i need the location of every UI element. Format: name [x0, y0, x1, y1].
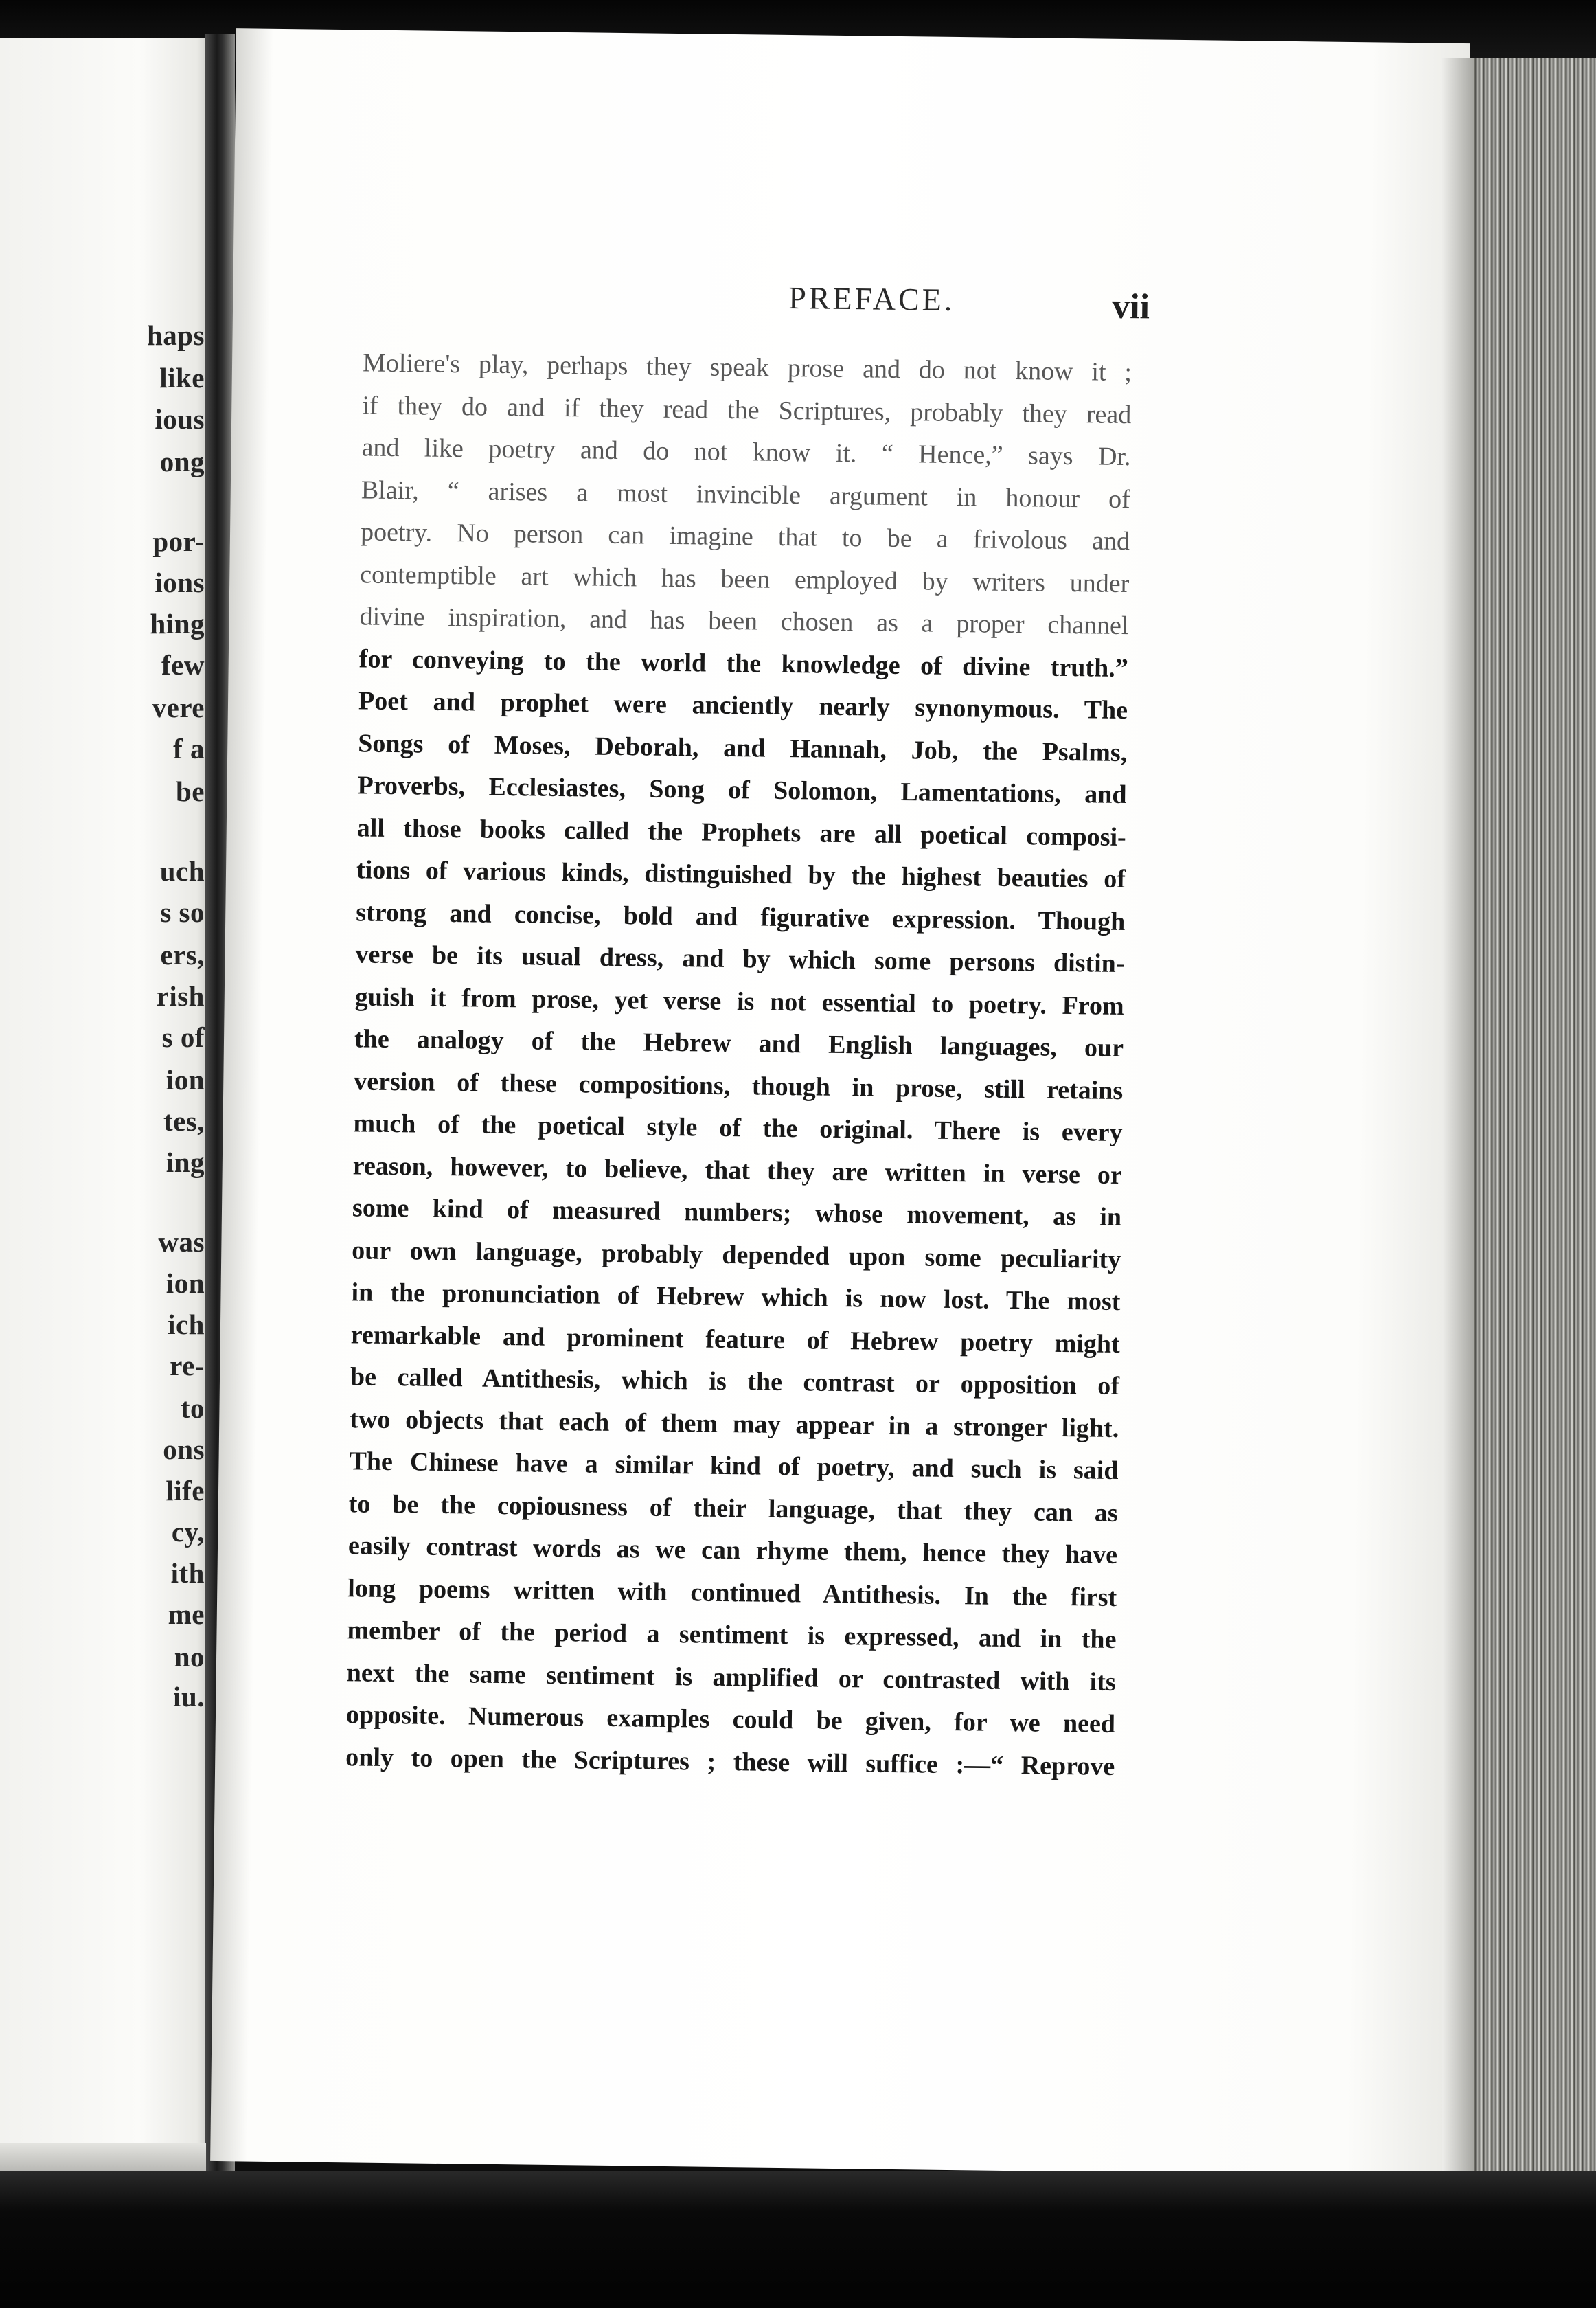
text-line: for conveying to the world the knowledge of divine truth.” — [358, 644, 1129, 683]
facing-line-fragment: ions — [155, 567, 205, 598]
text-line: in the pronunciation of Hebrew which is now lost. The most — [351, 1278, 1121, 1317]
facing-line-fragment: ers, — [160, 939, 205, 971]
facing-page-left — [0, 38, 214, 2184]
facing-line-fragment: por- — [152, 525, 205, 557]
facing-line-fragment: ion — [166, 1267, 205, 1299]
bottom-shadow — [0, 2171, 1596, 2308]
facing-line-fragment: iu. — [173, 1681, 205, 1712]
facing-line-fragment: was — [158, 1226, 205, 1258]
text-line: and like poetry and do not know it. “ Hence,” says Dr. — [361, 433, 1131, 472]
text-line: poetry. No person can imagine that to be a frivolous and — [360, 517, 1130, 556]
text-line: reason, however, to believe, that they are written in verse or — [352, 1151, 1122, 1190]
text-line: Blair, “ arises a most invincible argument in honour of — [361, 475, 1131, 514]
text-line: if they do and if they read the Scriptures, probably they read — [362, 390, 1132, 429]
text-line: verse be its usual dress, and by which some persons distin- — [355, 940, 1125, 979]
facing-line-fragment: ious — [155, 403, 205, 435]
facing-line-fragment: like — [159, 362, 205, 394]
page-number: vii — [1111, 286, 1150, 327]
facing-line-fragment: tes, — [163, 1105, 205, 1137]
text-line: The Chinese have a similar kind of poetry, and such is said — [349, 1447, 1119, 1485]
text-line: our own language, probably depended upon some peculiarity — [352, 1235, 1121, 1274]
text-line: strong and concise, bold and figurative expression. Though — [356, 897, 1126, 936]
running-head: PREFACE. — [788, 280, 955, 317]
facing-line-fragment: ion — [166, 1064, 205, 1096]
facing-line-fragment: ith — [170, 1557, 205, 1589]
text-line: Proverbs, Ecclesiastes, Song of Solomon, Lamentations, and — [357, 771, 1127, 810]
text-line: the analogy of the Hebrew and English languages, our — [354, 1024, 1124, 1063]
facing-line-fragment: ing — [166, 1146, 205, 1178]
facing-line-fragment: s so — [160, 896, 205, 928]
facing-line-fragment: ong — [159, 446, 205, 477]
facing-line-fragment: rish — [156, 980, 205, 1012]
text-line: Poet and prophet were anciently nearly synonymous. The — [358, 686, 1128, 725]
facing-line-fragment: vere — [152, 692, 205, 723]
facing-line-fragment: s of — [161, 1021, 205, 1053]
text-line: some kind of measured numbers; whose movement, as in — [352, 1193, 1122, 1232]
page-stack-highlight — [1442, 58, 1474, 2202]
text-line: remarkable and prominent feature of Hebrew poetry might — [350, 1320, 1120, 1359]
text-line: easily contrast words as we can rhyme them, hence they have — [347, 1531, 1118, 1570]
facing-line-fragment: re- — [170, 1350, 205, 1381]
text-line: only to open the Scriptures ; these will suffice :—“ Reprove — [345, 1742, 1115, 1781]
text-line: guish it from prose, yet verse is not essential to poetry. From — [354, 982, 1124, 1021]
facing-line-fragment: ons — [163, 1434, 205, 1465]
facing-line-fragment: haps — [146, 319, 205, 351]
facing-line-fragment: ich — [168, 1309, 205, 1340]
facing-line-fragment: to — [180, 1392, 205, 1424]
facing-line-fragment: no — [174, 1641, 205, 1673]
text-line: Moliere's play, perhaps they speak prose and do not know it ; — [362, 348, 1132, 387]
text-line: much of the poetical style of the original. There is every — [353, 1109, 1123, 1148]
text-line: divine inspiration, and has been chosen as a proper channel — [359, 602, 1129, 641]
facing-line-fragment: f a — [173, 733, 205, 765]
facing-line-fragment: hing — [150, 608, 205, 640]
text-line: member of the period a sentiment is expressed, and in the — [347, 1616, 1117, 1654]
text-line: next the same sentiment is amplified or contrasted with its — [346, 1658, 1116, 1697]
text-line: be called Antithesis, which is the contrast or opposition of — [350, 1362, 1120, 1401]
text-line: contemptible art which has been employed by writers under — [360, 559, 1130, 598]
facing-line-fragment: me — [168, 1598, 205, 1630]
page-vii — [210, 28, 1470, 2176]
facing-line-fragment: few — [161, 649, 205, 681]
text-line: opposite. Numerous examples could be given, for we need — [345, 1700, 1116, 1739]
facing-line-fragment: life — [166, 1475, 205, 1506]
text-line: tions of various kinds, distinguished by the highest beauties of — [356, 855, 1126, 894]
body-text — [345, 342, 1132, 1788]
facing-line-fragment: cy, — [171, 1516, 205, 1548]
facing-line-fragment: be — [176, 776, 205, 807]
text-line: all those books called the Prophets are all poetical composi- — [356, 813, 1127, 852]
facing-line-fragment: uch — [159, 855, 205, 887]
text-line: long poems written with continued Antithesis. In the first — [347, 1573, 1117, 1612]
text-line: version of these compositions, though in prose, still retains — [354, 1066, 1124, 1105]
text-line: to be the copiousness of their language, that they can as — [348, 1489, 1118, 1528]
text-line: Songs of Moses, Deborah, and Hannah, Job, the Psalms, — [358, 728, 1128, 767]
text-line: two objects that each of them may appear in a stronger light. — [350, 1404, 1119, 1443]
